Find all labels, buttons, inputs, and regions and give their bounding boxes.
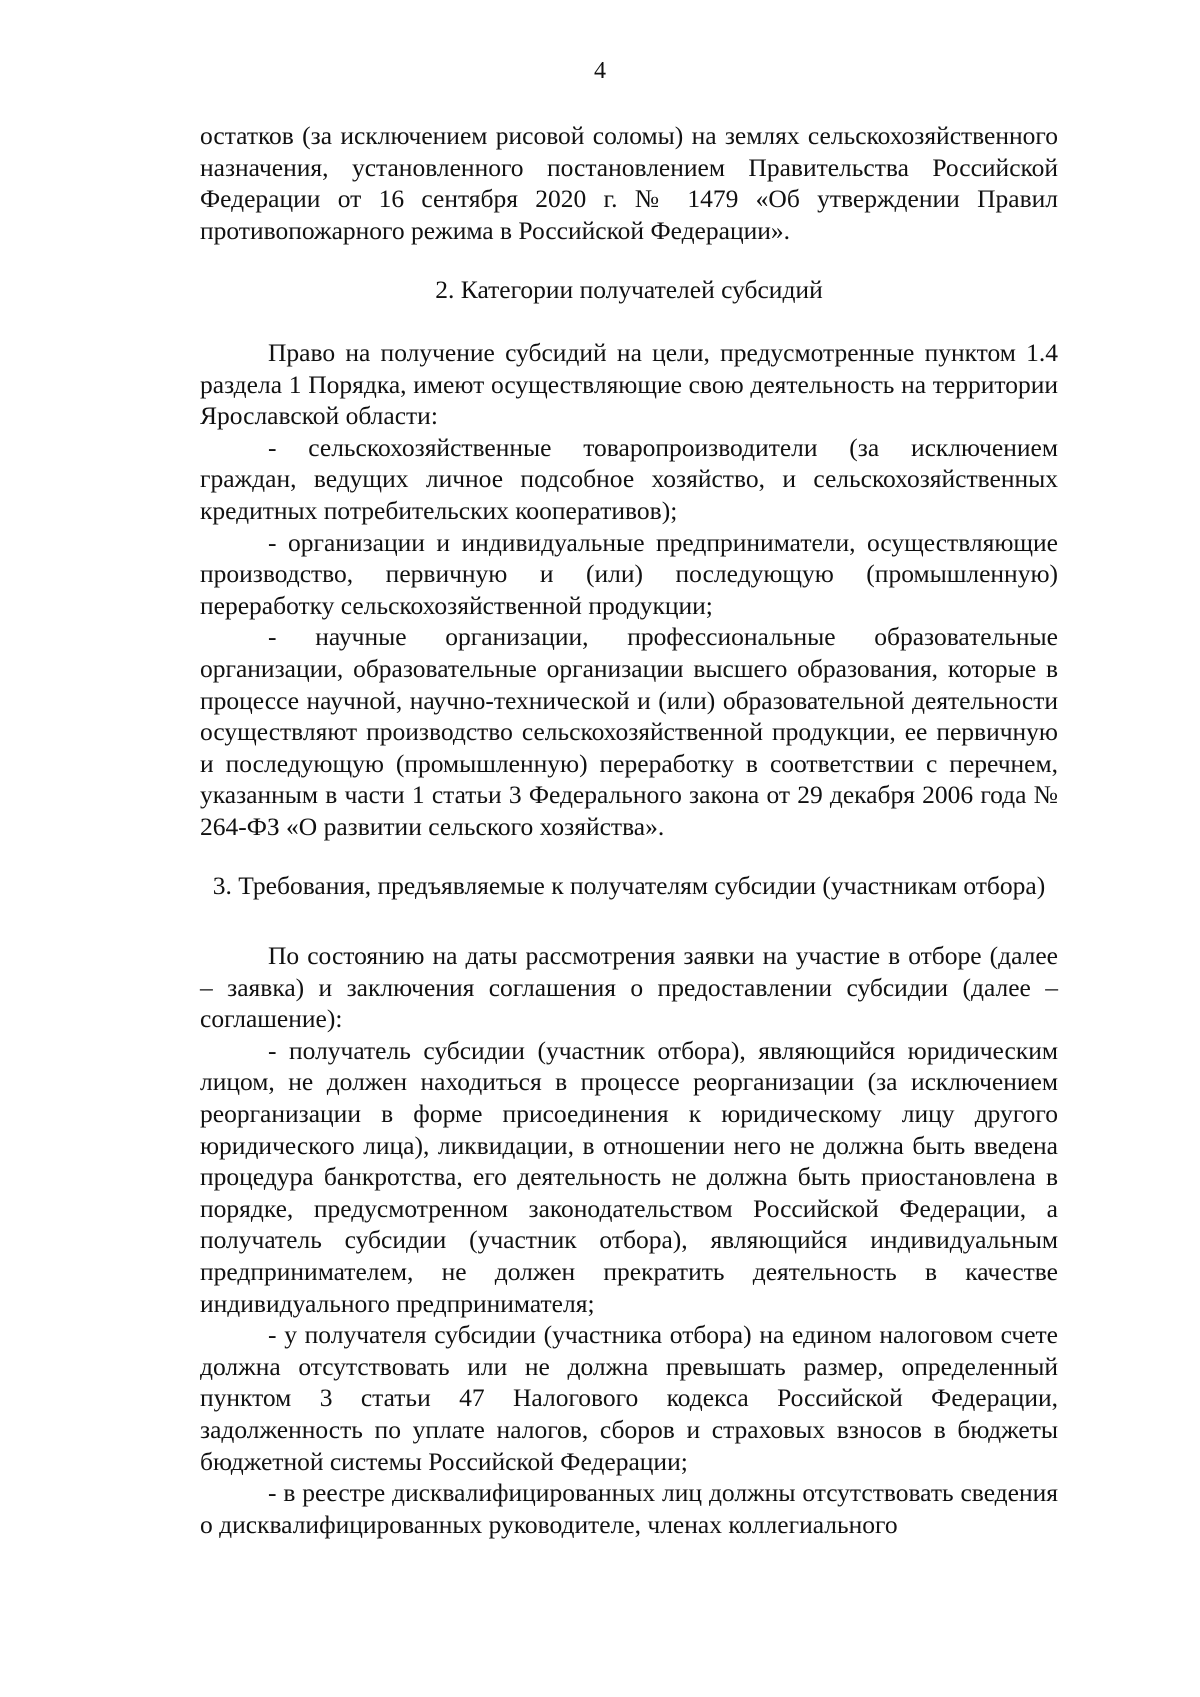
document-body: [200, 120, 1058, 1540]
section-3-heading: 3. Требования, предъявляемые к получателям субсидии (участникам отбора): [212, 871, 1046, 901]
spacer: [200, 842, 1058, 870]
section-2-list-item: - научные организации, профессиональные образовательные организации, образовательные организации высшего образования, которые в процессе научной, научно-технической и (или) образовательной деятельности осуществляют производство сельскохозяйственной продукции, ее первичную и последующую (промышленную) переработку в соответствии с перечнем, указанным в части 1 статьи 3 Федерального закона от 29 декабря 2006 года № 264-ФЗ «О развитии сельского хозяйства».: [200, 622, 1058, 841]
spacer: [200, 902, 1058, 940]
page-number: 4: [594, 58, 606, 84]
section-2-list-item: - организации и индивидуальные предприниматели, осуществляющие производство, первичную и (или) последующую (промышленную) переработку сельскохозяйственной продукции;: [200, 527, 1058, 620]
spacer: [200, 246, 1058, 274]
section-2-heading: 2. Категории получателей субсидий: [435, 275, 823, 305]
section-3-list-item: - в реестре дисквалифицированных лиц должны отсутствовать сведения о дисквалифицированных руководителе, членах коллегиального: [200, 1478, 1058, 1539]
section-2-paragraph: Право на получение субсидий на цели, предусмотренные пунктом 1.4 раздела 1 Порядка, имеют осуществляющие свою деятельность на территории Ярославской области:: [200, 337, 1058, 431]
section-2-list-item: - сельскохозяйственные товаропроизводители (за исключением граждан, ведущих личное подсобное хозяйство, и сельскохозяйственных кредитных потребительских кооперативов);: [200, 432, 1058, 525]
intro-paragraph: остатков (за исключением рисовой соломы) на землях сельскохозяйственного назначения, установленного постановлением Правительства Российской Федерации от 16 сентября 2020 г. № 1479 «Об утверждении Правил противопожарного режима в Российской Федерации».: [200, 121, 1058, 245]
section-3-paragraph: По состоянию на даты рассмотрения заявки на участие в отборе (далее – заявка) и заключения соглашения о предоставлении субсидии (далее – соглашение):: [200, 941, 1058, 1034]
section-3-list-item: - получатель субсидии (участник отбора), являющийся юридическим лицом, не должен находиться в процессе реорганизации (за исключением реорганизации в форме присоединения к юридическому лицу другого юридического лица), ликвидации, в отношении него не должна быть введена процедура банкротства, его деятельность не должна быть приостановлена в порядке, предусмотренном законодательством Российской Федерации, а получатель субсидии (участник отбора), являющийся индивидуальным предпринимателем, не должен прекратить деятельность в качестве индивидуального предпринимателя;: [200, 1035, 1058, 1318]
section-3-list-item: - у получателя субсидии (участника отбора) на едином налоговом счете должна отсутствовать или не должна превышать размер, определенный пунктом 3 статьи 47 Налогового кодекса Российской Федерации, задолженность по уплате налогов, сборов и страховых взносов в бюджеты бюджетной системы Российской Федерации;: [200, 1320, 1058, 1476]
spacer: [200, 306, 1058, 337]
